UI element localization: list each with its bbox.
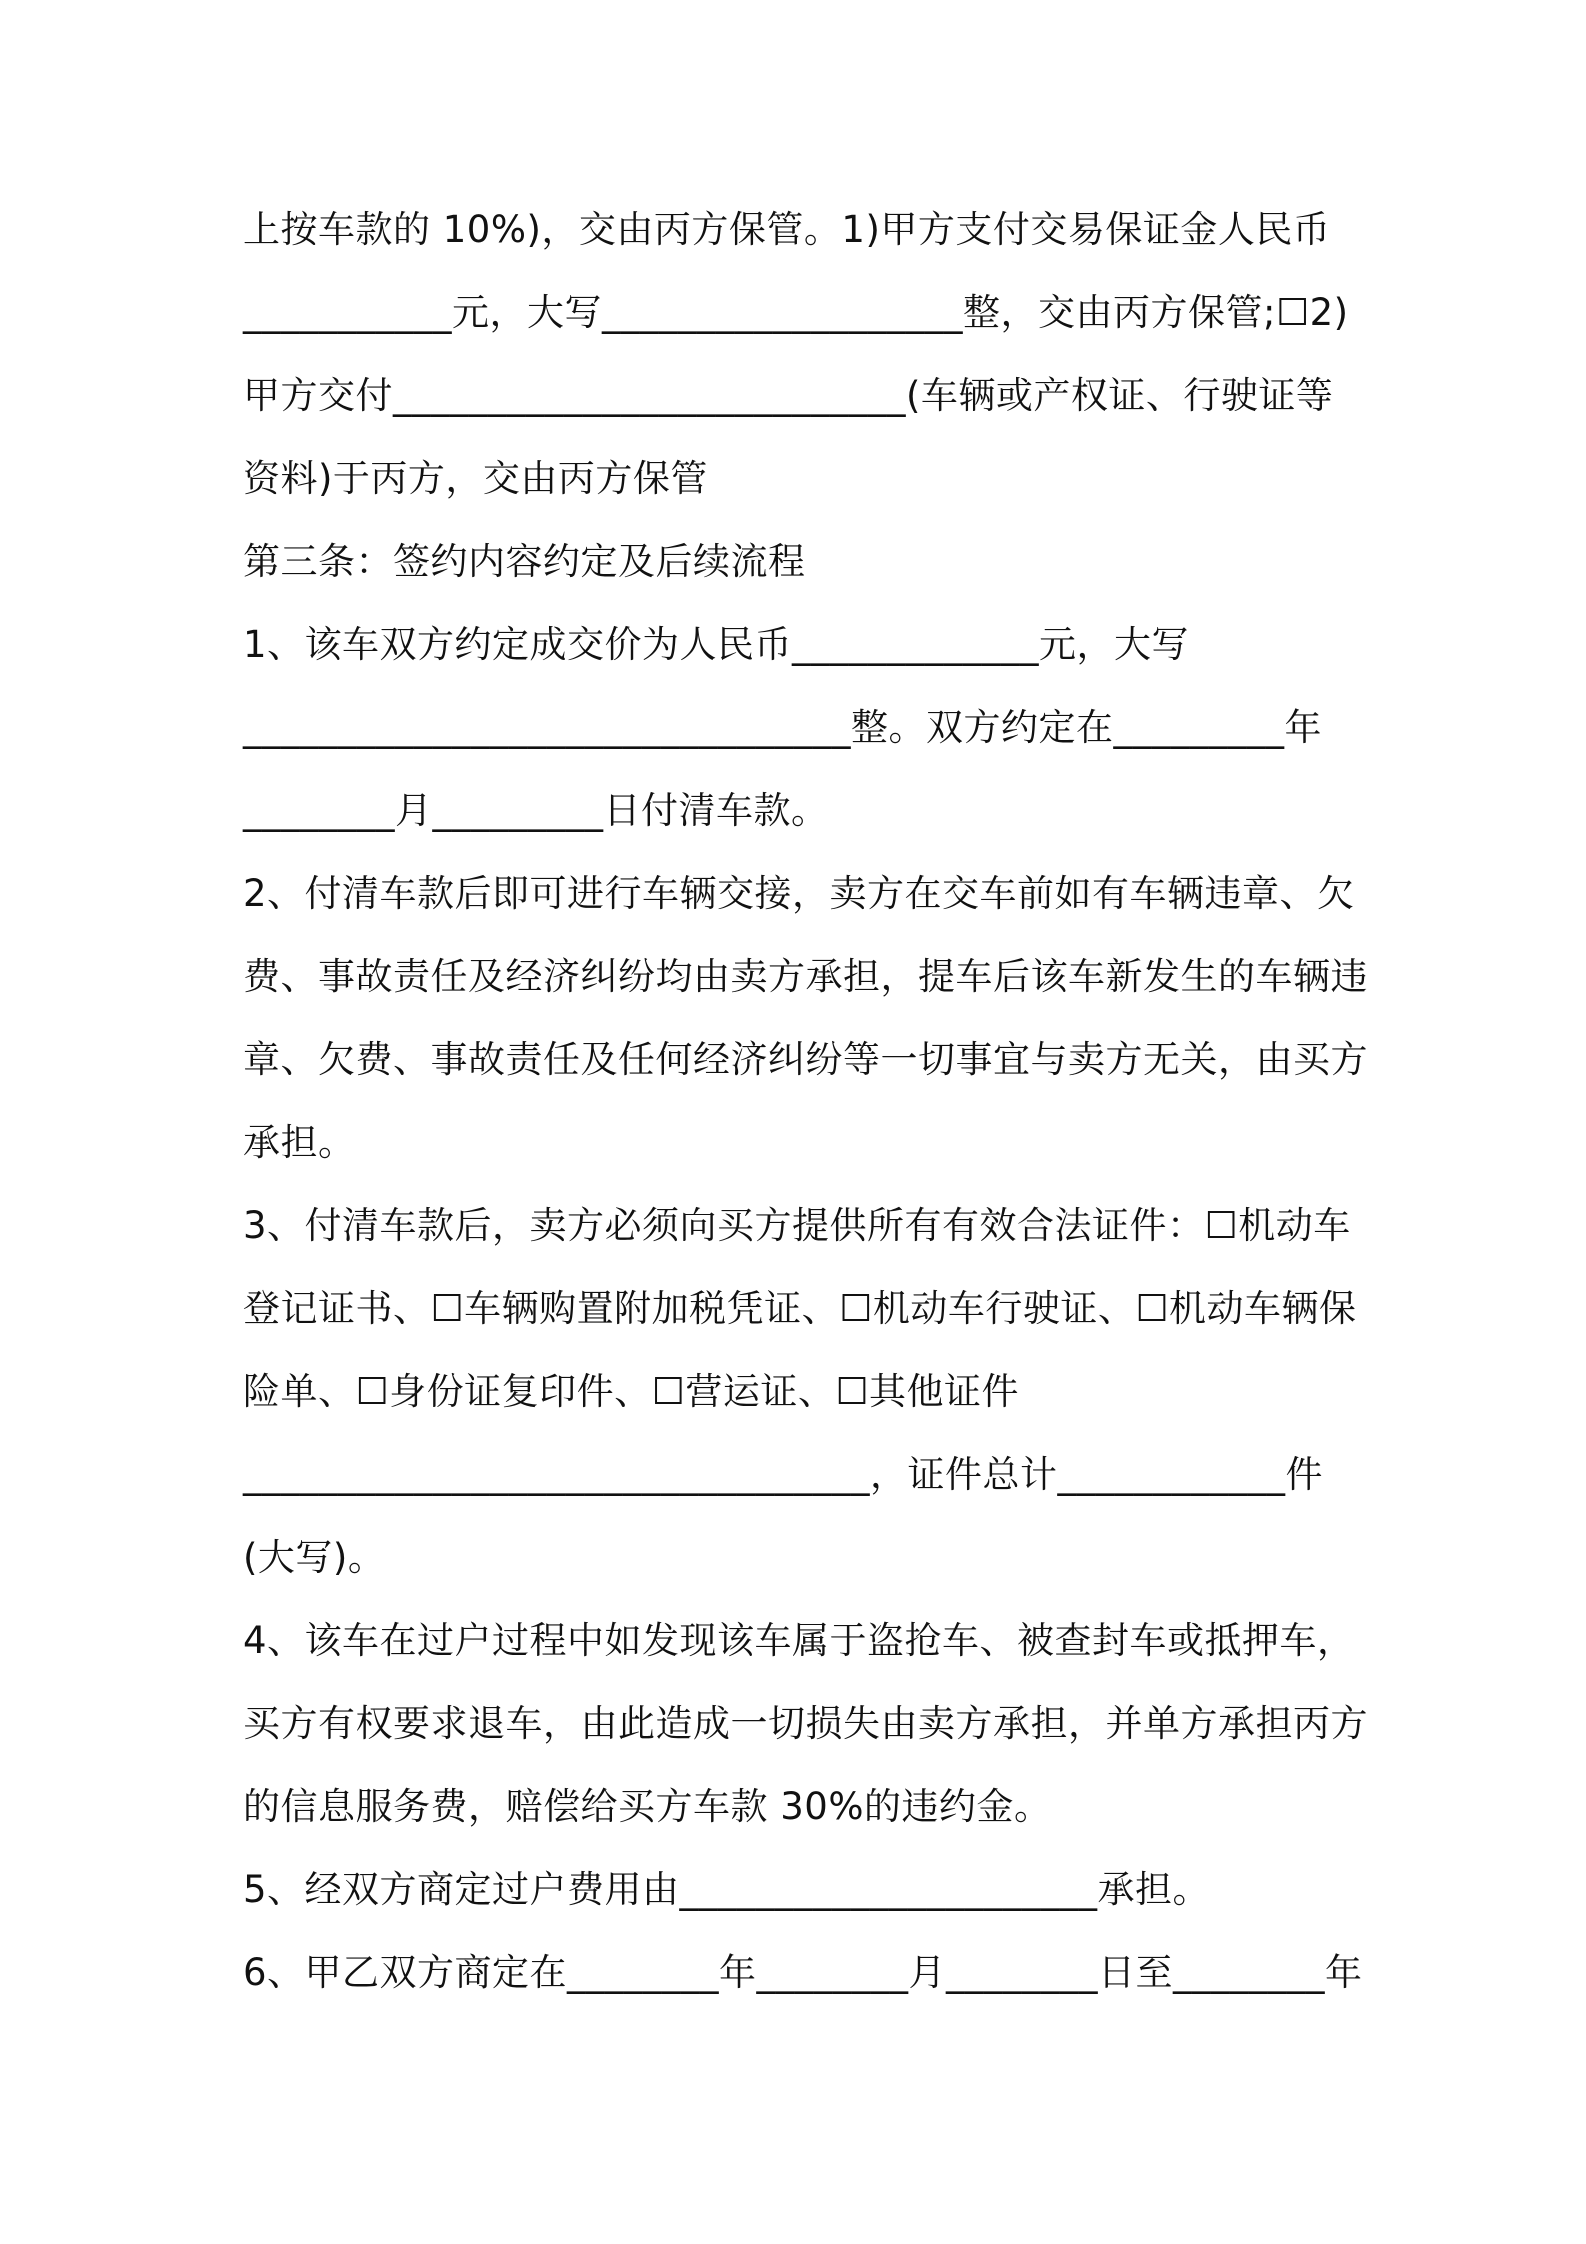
text-line: 3、付清车款后，卖方必须向买方提供所有有效合法证件：☐机动车: [243, 1204, 1351, 1247]
text-line: 险单、☐身份证复印件、☐营运证、☐其他证件: [243, 1370, 1020, 1413]
text-line: (大写)。: [243, 1536, 386, 1579]
text-line: 买方有权要求退车，由此造成一切损失由卖方承担，并单方承担丙方: [243, 1702, 1368, 1745]
text-line: ________________________________整。双方约定在_________年: [243, 706, 1322, 749]
section-heading: 第三条：签约内容约定及后续流程: [243, 540, 806, 583]
text-line: 承担。: [243, 1121, 356, 1164]
text-line: 4、该车在过户过程中如发现该车属于盗抢车、被查封车或抵押车，: [243, 1619, 1355, 1662]
text-line: 资料)于丙方，交由丙方保管: [243, 457, 708, 500]
text-line: 的信息服务费，赔偿给买方车款 30%的违约金。: [243, 1785, 1052, 1828]
text-line: 2、付清车款后即可进行车辆交接，卖方在交车前如有车辆违章、欠: [243, 872, 1355, 915]
text-line: 费、事故责任及经济纠纷均由卖方承担，提车后该车新发生的车辆违: [243, 955, 1368, 998]
text-line: ___________元，大写___________________整，交由丙方保管;☐2): [243, 291, 1349, 334]
text-line: _________________________________，证件总计____________件: [243, 1453, 1323, 1496]
contract-body: [243, 198, 1368, 2024]
text-line: 6、甲乙双方商定在________年________月________日至________年: [243, 1951, 1363, 1994]
text-line: 登记证书、☐车辆购置附加税凭证、☐机动车行驶证、☐机动车辆保: [243, 1287, 1357, 1330]
text-line: 甲方交付___________________________(车辆或产权证、行驶证等: [243, 374, 1334, 417]
text-line: 1、该车双方约定成交价为人民币_____________元，大写: [243, 623, 1190, 666]
text-line: 5、经双方商定过户费用由______________________承担。: [243, 1868, 1211, 1911]
text-line: ________月_________日付清车款。: [243, 789, 829, 832]
text-line: 上按车款的 10%)，交由丙方保管。1)甲方支付交易保证金人民币: [243, 208, 1331, 251]
text-line: 章、欠费、事故责任及任何经济纠纷等一切事宜与卖方无关，由买方: [243, 1038, 1368, 1081]
